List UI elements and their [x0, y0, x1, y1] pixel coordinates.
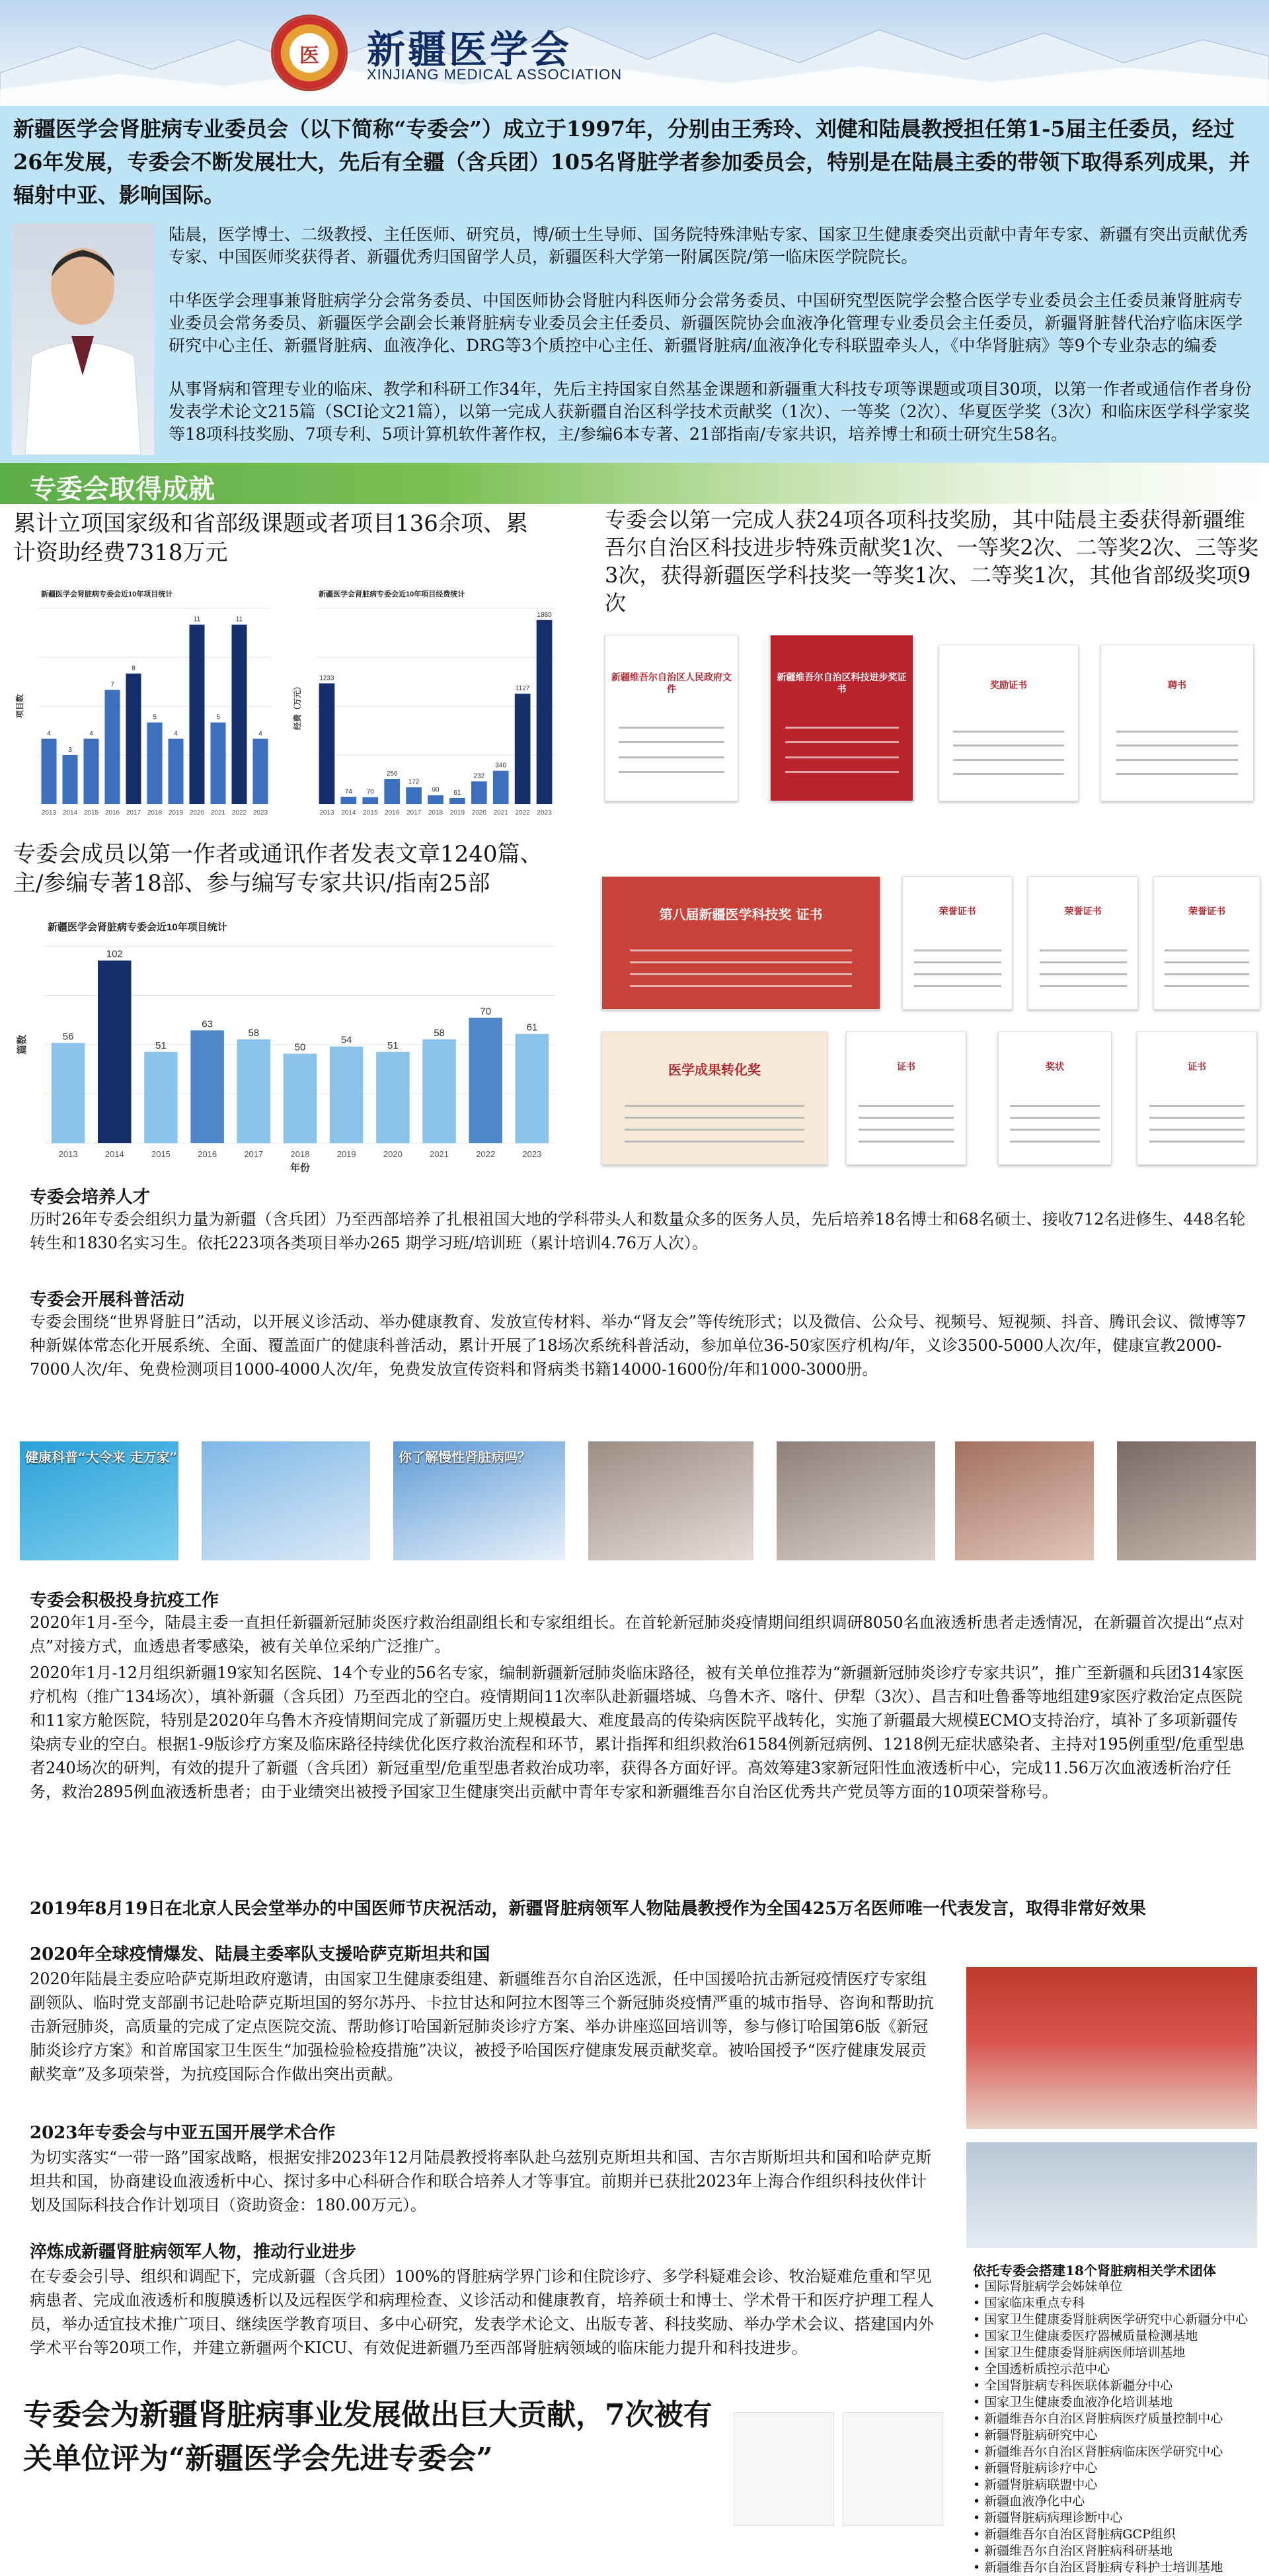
platform-item: • 新疆肾脏病研究中心	[973, 2427, 1264, 2444]
certificate-title: 荣誉证书	[1188, 906, 1225, 917]
chart-bar	[52, 1043, 85, 1143]
certificate-image	[605, 635, 738, 801]
chart-bar	[237, 1039, 271, 1143]
covid-heading: 专委会积极投身抗疫工作	[30, 1591, 219, 1611]
kazakhstan-team-photo	[966, 1967, 1257, 2129]
chart-project-count	[13, 582, 278, 826]
data-label: 11	[193, 616, 201, 624]
certificate-image	[1028, 876, 1138, 1010]
papers-caption: 专委会成员以第一作者或通讯作者发表文章1240篇、主/参编专著18部、参与编写专家共识/指南25部	[13, 841, 543, 897]
tick-label: 2020	[471, 809, 486, 817]
tick-label: 2013	[41, 809, 57, 817]
tick-label: 2013	[58, 1149, 78, 1159]
certificate-title: 奖励证书	[990, 680, 1027, 691]
platform-item: • 新疆维吾尔自治区肾脏病医疗质量控制中心	[973, 2411, 1264, 2427]
data-label: 63	[202, 1018, 213, 1030]
chart-bar	[83, 739, 98, 804]
chart-bar	[384, 779, 400, 804]
outreach-photo-2	[202, 1441, 370, 1560]
data-label: 56	[62, 1031, 74, 1043]
tick-label: 2023	[522, 1149, 542, 1159]
chart-project-funding	[291, 582, 562, 826]
data-label: 51	[155, 1039, 167, 1051]
site-subtitle: XINJIANG MEDICAL ASSOCIATION	[367, 66, 623, 83]
data-label: 58	[434, 1027, 445, 1039]
central-asia-body: 为切实落实“一带一路”国家战略，根据安排2023年12月陆晨教授将率队赴乌兹别克斯坦共和国、吉尔吉斯斯坦共和国和哈萨克斯坦共和国，协商建设血液透析中心、探讨多中心科研合作和联合培养人才等事宜。前期并已获批2023年上海合作组织科技伙伴计划及国际科技合作计划项目（资助资金：180.00万元）。	[30, 2148, 932, 2214]
chart-bar	[406, 787, 422, 804]
data-label: 50	[294, 1041, 306, 1053]
chart-bar	[428, 795, 443, 804]
certificate-title: 荣誉证书	[939, 906, 976, 917]
outreach-photo-3: 你了解慢性肾脏病吗？	[393, 1441, 565, 1560]
chart-bar	[168, 739, 183, 804]
tick-label: 2015	[363, 809, 378, 817]
platform-item: • 国家卫生健康委肾脏病医学研究中心新疆分中心	[973, 2312, 1264, 2328]
closing-statement: 专委会为新疆肾脏病事业发展做出巨大贡献，7次被有关单位评为“新疆医学会先进专委会”	[23, 2398, 712, 2475]
outreach-photo-7	[1117, 1441, 1256, 1560]
mountain-illustration	[0, 0, 1269, 106]
data-label: 232	[473, 772, 485, 780]
tick-label: 2016	[385, 809, 400, 817]
bio-paragraph-3: 从事肾病和管理专业的临床、教学和科研工作34年，先后主持国家自然基金课题和新疆重大科技专项等课题或项目30项，以第一作者或通信作者身份发表学术论文215篇（SCI论文21篇），以第一完成人获新疆自治区科学技术贡献奖（1次）、一等奖（2次）、华夏医学奖（3次）和临床医学科学家奖等18项科技奖励、7项专利、5项计算机软件著作权，主/参编6本专著、21部指南/专家共识，培养博士和硕士研究生58名。	[169, 380, 1252, 444]
chart-bar	[493, 771, 509, 804]
data-label: 1880	[537, 611, 552, 619]
data-label: 70	[480, 1006, 492, 1018]
chart-bar	[189, 625, 204, 804]
tick-label: 2022	[476, 1149, 496, 1159]
tick-label: 2021	[493, 809, 508, 817]
certificate-title: 医学成果转化奖	[668, 1062, 761, 1078]
platform-item: • 新疆维吾尔自治区肾脏病GCP组织	[973, 2526, 1264, 2543]
certificate-image	[1137, 1031, 1257, 1165]
tick-label: 2014	[62, 809, 78, 817]
data-label: 70	[366, 788, 374, 796]
chart-bar	[190, 1030, 224, 1143]
platform-item: • 新疆肾脏病联盟中心	[973, 2477, 1264, 2493]
awards-caption: 专委会以第一完成人获24项各项科技奖励，其中陆晨主委获得新疆维吾尔自治区科技进步特殊贡献奖1次、一等奖2次、二等奖2次、三等奖3次，获得新疆医学科技奖一等奖1次、二等奖1次，其他省部级奖项9次	[605, 507, 1259, 616]
certificate-title: 聘书	[1168, 680, 1186, 691]
chart-bar	[144, 1052, 178, 1143]
data-label: 3	[68, 746, 72, 754]
certificate-image	[1153, 876, 1260, 1010]
intro-paragraph: 新疆医学会肾脏病专业委员会（以下简称“专委会”）成立于1997年，分别由王秀玲、刘健和陆晨教授担任第1-5届主任委员，经过26年发展，专委会不断发展壮大，先后有全疆（含兵团）105名肾脏学者参加委员会，特别是在陆晨主委的带领下取得系列成果，并辐射中亚、影响国际。	[13, 116, 1250, 208]
doctors-day-note: 2019年8月19日在北京人民会堂举办的中国医师节庆祝活动，新疆肾脏病领军人物陆晨教授作为全国425万名医师唯一代表发言，取得非常好效果	[30, 1899, 1146, 1919]
central-asia-heading: 2023年专委会与中亚五国开展学术合作	[30, 2123, 336, 2143]
data-label: 1127	[515, 685, 530, 693]
tick-label: 2022	[515, 809, 530, 817]
tick-label: 2019	[449, 809, 465, 817]
outreach-photo-6	[955, 1441, 1094, 1560]
tick-label: 2013	[319, 809, 334, 817]
certificate-title: 证书	[897, 1062, 915, 1072]
data-label: 58	[248, 1027, 260, 1039]
data-label: 102	[106, 948, 123, 960]
chart-bar	[341, 797, 357, 804]
tick-label: 2017	[126, 809, 141, 817]
outreach-photo-4	[588, 1441, 753, 1560]
chart-bar	[471, 782, 487, 804]
site-title: 新疆医学会	[367, 27, 572, 72]
chart-title: 新疆医学会肾脏病专委会近10年项目统计	[48, 922, 227, 933]
certificate-image	[601, 876, 880, 1010]
chart-bar	[319, 684, 335, 804]
chart-bar	[515, 694, 531, 804]
tick-label: 2017	[406, 809, 422, 817]
chart-bar	[376, 1052, 410, 1143]
data-label: 4	[174, 730, 178, 738]
platform-item: • 国家临床重点专科	[973, 2295, 1264, 2312]
chart-bar	[362, 797, 378, 804]
header-banner	[0, 0, 1269, 106]
tick-label: 2014	[341, 809, 356, 817]
chart-bar	[231, 625, 247, 804]
certificate-image	[846, 1031, 966, 1165]
platform-item: • 全国透析质控示范中心	[973, 2361, 1264, 2378]
chart-bar	[469, 1018, 502, 1143]
certificate-title: 第八届新疆医学科技奖 证书	[659, 906, 823, 922]
outreach-heading: 专委会开展科普活动	[30, 1290, 185, 1310]
data-label: 54	[340, 1034, 352, 1046]
honor-certificate-1	[734, 2412, 834, 2526]
tick-label: 2023	[537, 809, 552, 817]
bio-paragraph-2: 中华医学会理事兼肾脏病学分会常务委员、中国医师协会肾脏内科医师分会常务委员、中国研究型医院学会整合医学专业委员会主任委员兼肾脏病专业委员会常务委员、新疆医学会副会长兼肾脏病专业委员会主任委员、新疆医院协会血液净化管理专业委员会主任委员，新疆肾脏替代治疗临床医学研究中心主任、新疆肾脏病、血液净化、DRG等3个质控中心主任、新疆肾脏病/血液净化专科联盟牵头人，《中华肾脏病》等9个专业杂志的编委	[169, 291, 1243, 355]
tick-label: 2023	[252, 809, 268, 817]
achievements-section-bar	[0, 463, 1269, 504]
kazakhstan-body: 2020年陆晨主委应哈萨克斯坦政府邀请，由国家卫生健康委组建、新疆维吾尔自治区选派，任中国援哈抗击新冠疫情医疗专家组副领队、临时党支部副书记赴哈萨克斯坦国的努尔苏丹、卡拉甘达和阿拉木图等三个新冠肺炎疫情严重的城市指导、咨询和帮助抗击新冠肺炎，高质量的完成了定点医院交流、帮助修订哈国新冠肺炎诊疗方案、举办讲座巡回培训等，参与修订哈国第6版《新冠肺炎诊疗方案》和首席国家卫生医生“加强检验检疫措施”决议，被授予哈国医疗健康发展贡献奖章。被哈国授予“医疗健康发展贡献奖章”及多项荣誉，为抗疫国际合作做出突出贡献。	[30, 1970, 934, 2083]
platforms-title: 依托专委会搭建18个肾脏病相关学术团体	[973, 2263, 1216, 2278]
data-label: 256	[386, 770, 398, 778]
platform-item: • 国家卫生健康委医疗器械质量检测基地	[973, 2328, 1264, 2345]
chart-bar	[210, 723, 225, 804]
chart-bar	[41, 739, 56, 804]
x-axis-label: 年份	[289, 1162, 311, 1174]
outreach-photo-5	[777, 1441, 935, 1560]
certificate-title: 新疆维吾尔自治区人民政府文件	[611, 672, 732, 696]
platform-item: • 全国肾脏病专科医联体新疆分中心	[973, 2378, 1264, 2394]
talent-body: 历时26年专委会组织力量为新疆（含兵团）乃至西部培养了扎根祖国大地的学科带头人和数量众多的医务人员，先后培养18名博士和68名硕士、接收712名进修生、448名轮转生和1830名实习生。依托223项各类项目举办265 期学习班/培训班（累计培训4.76万人次）。	[30, 1210, 1246, 1252]
certificate-image	[770, 635, 913, 801]
projects-caption: 累计立项国家级和省部级课题或者项目136余项、累计资助经费7318万元	[13, 510, 528, 566]
leader-body: 在专委会引导、组织和调配下，完成新疆（含兵团）100%的肾脏病学界门诊和住院诊疗、多学科疑难会诊、牧治疑难危重和罕见病患者、完成血液透析和腹膜透析以及远程医学和病理检查、义诊活动和健康教育，培养硕士和博士、学术骨干和医疗护理工程人员，举办适宜技术推广项目、继续医学教育项目、多中心研究，发表学术论文、出版专著、科技奖励、举办学术会议、搭建国内外学术平台等20项工作，并建立新疆两个KICU、有效促进新疆乃至西部肾脏病领域的临床能力提升和科技进步。	[30, 2267, 934, 2357]
tick-label: 2017	[244, 1149, 264, 1159]
chart-bar	[126, 674, 141, 804]
chart-bar	[284, 1054, 317, 1143]
data-label: 61	[453, 789, 461, 797]
central-asia-meeting-photo	[966, 2142, 1257, 2248]
outreach-photo-1: 健康科普“大令来 走万家”	[20, 1441, 178, 1560]
certificate-title: 新疆维吾尔自治区科技进步奖证书	[777, 672, 907, 696]
platform-item: • 新疆肾脏病病理诊断中心	[973, 2510, 1264, 2526]
chart-papers	[13, 916, 562, 1174]
chart-title: 新疆医学会肾脏病专委会近10年项目经费统计	[319, 590, 465, 598]
tick-label: 2021	[210, 809, 226, 817]
certificate-title: 证书	[1188, 1062, 1206, 1072]
tick-label: 2018	[428, 809, 443, 817]
certificate-image	[1100, 645, 1254, 801]
data-label: 51	[387, 1039, 399, 1051]
chart-bar	[104, 690, 120, 804]
tick-label: 2014	[104, 1149, 124, 1159]
tick-label: 2019	[168, 809, 184, 817]
certificate-title: 奖状	[1046, 1062, 1064, 1072]
chart-bar	[449, 798, 465, 804]
platform-item: • 国际肾脏病学会姊妹单位	[973, 2278, 1264, 2295]
outreach-body: 专委会围绕“世界肾脏日”活动，以开展义诊活动、举办健康教育、发放宣传材料、举办“肾友会”等传统形式；以及微信、公众号、视频号、短视频、抖音、腾讯会议、微博等7种新媒体常态化开展系统、全面、覆盖面广的健康科普活动，累计开展了18场次系统科普活动，参加单位36-50家医疗机构/年，义诊3500-5000人次/年，健康宣教2000-7000人次/年、免费检测项目1000-4000人次/年，免费发放宣传资料和肾病类书籍14000-1600份/年和1000-3000册。	[30, 1312, 1247, 1379]
data-label: 1233	[319, 674, 334, 682]
tick-label: 2018	[290, 1149, 310, 1159]
data-label: 5	[153, 713, 157, 721]
talent-heading: 专委会培养人才	[30, 1187, 151, 1207]
tick-label: 2020	[189, 809, 205, 817]
certificate-image	[998, 1031, 1112, 1165]
chart-bar	[147, 723, 162, 804]
chart-title: 新疆医学会肾脏病专委会近10年项目统计	[41, 590, 173, 598]
certificate-title: 荣誉证书	[1064, 906, 1102, 917]
bio-paragraph-1: 陆晨，医学博士、二级教授、主任医师、研究员，博/硕士生导师、国务院特殊津贴专家、国家卫生健康委突出贡献中青年专家、新疆有突出贡献优秀专家、中国医师奖获得者、新疆优秀归国留学人员，新疆医科大学第一附属医院/第一临床医学院院长。	[169, 225, 1249, 266]
platform-item: • 新疆维吾尔自治区肾脏病科研基地	[973, 2543, 1264, 2559]
tick-label: 2019	[336, 1149, 356, 1159]
platform-item: • 新疆维吾尔自治区肾脏病专科护士培训基地	[973, 2559, 1264, 2576]
data-label: 8	[132, 664, 135, 672]
portrait-photo	[12, 223, 154, 455]
chart-bar	[252, 739, 268, 804]
association-logo: 医	[271, 15, 348, 91]
y-axis-label: 篇数	[17, 1034, 28, 1055]
platforms-list	[973, 2278, 1264, 2576]
chart-bar	[422, 1039, 456, 1143]
y-axis-label: 经费（万元）	[293, 682, 302, 731]
data-label: 4	[89, 730, 93, 738]
chart-bar	[330, 1047, 364, 1143]
tick-label: 2015	[151, 1149, 171, 1159]
achievements-title: 专委会取得成就	[30, 473, 215, 504]
data-label: 11	[235, 616, 243, 624]
platform-item: • 国家卫生健康委血液净化培训基地	[973, 2394, 1264, 2411]
certificate-image	[939, 645, 1079, 801]
tick-label: 2015	[83, 809, 99, 817]
data-label: 4	[47, 730, 51, 738]
covid-paragraph-2: 2020年1月-12月组织新疆19家知名医院、14个专业的56名专家，编制新疆新冠肺炎临床路径，被有关单位推荐为“新疆新冠肺炎诊疗专家共识”，推广至新疆和兵团314家医疗机构（推广134场次），填补新疆（含兵团）乃至西北的空白。疫情期间11次率队赴新疆塔城、乌鲁木齐、喀什、伊犁（3次）、昌吉和吐鲁番等地组建9家医疗救治定点医院和11家方舱医院，特别是2020年乌鲁木齐疫情期间完成了新疆历史上规模最大、难度最高的传染病医院平战转化，实施了新疆最大规模ECMO支持治疗，填补了多项新疆传染病专业的空白。根据1-9版诊疗方案及临床路径持续优化医疗救治流程和环节，累计指挥和组织救治61584例新冠病例、1218例无症状感染者、主持对195例重型/危重型患者240场次的研判，有效的提升了新疆（含兵团）新冠重型/危重型患者救治成功率，获得各方面好评。高效筹建3家新冠阳性血液透析中心，完成11.56万次血液透析治疗任务，救治2895例血液透析患者；由于业绩突出被授予国家卫生健康突出贡献中青年专家和新疆维吾尔自治区优秀共产党员等方面的10项荣誉称号。	[30, 1664, 1245, 1801]
platform-item: • 新疆肾脏病诊疗中心	[973, 2460, 1264, 2477]
tick-label: 2022	[231, 809, 247, 817]
platform-item: • 国家卫生健康委肾脏病医师培训基地	[973, 2345, 1264, 2361]
honor-certificate-2	[843, 2412, 943, 2526]
data-label: 74	[344, 788, 352, 796]
chart-bar	[62, 755, 77, 804]
platform-item: • 新疆维吾尔自治区肾脏病临床医学研究中心	[973, 2444, 1264, 2460]
data-label: 61	[526, 1022, 538, 1033]
data-label: 340	[495, 762, 507, 770]
tick-label: 2016	[198, 1149, 217, 1159]
certificate-image	[902, 876, 1013, 1010]
covid-paragraph-1: 2020年1月-至今，陆晨主委一直担任新疆新冠肺炎医疗救治组副组长和专家组组长。在首轮新冠肺炎疫情期间组织调研8050名血液透析患者走透情况，在新疆首次提出“点对点”对接方式，血透患者零感染，被有关单位采纳广泛推广。	[30, 1613, 1245, 1656]
certificate-image	[601, 1031, 827, 1165]
tick-label: 2020	[383, 1149, 403, 1159]
tick-label: 2021	[430, 1149, 449, 1159]
data-label: 7	[110, 681, 114, 689]
data-label: 172	[408, 778, 420, 786]
leader-heading: 淬炼成新疆肾脏病领军人物，推动行业进步	[30, 2242, 357, 2262]
tick-label: 2016	[104, 809, 120, 817]
platform-item: • 新疆血液净化中心	[973, 2493, 1264, 2510]
data-label: 90	[432, 786, 440, 794]
chart-bar	[516, 1034, 549, 1143]
y-axis-label: 项目数	[15, 694, 24, 719]
chart-bar	[98, 961, 132, 1143]
chart-bar	[537, 620, 553, 804]
data-label: 4	[258, 730, 262, 738]
data-label: 5	[216, 713, 220, 721]
tick-label: 2018	[147, 809, 163, 817]
kazakhstan-heading: 2020年全球疫情爆发、陆晨主委率队支援哈萨克斯坦共和国	[30, 1945, 490, 1964]
